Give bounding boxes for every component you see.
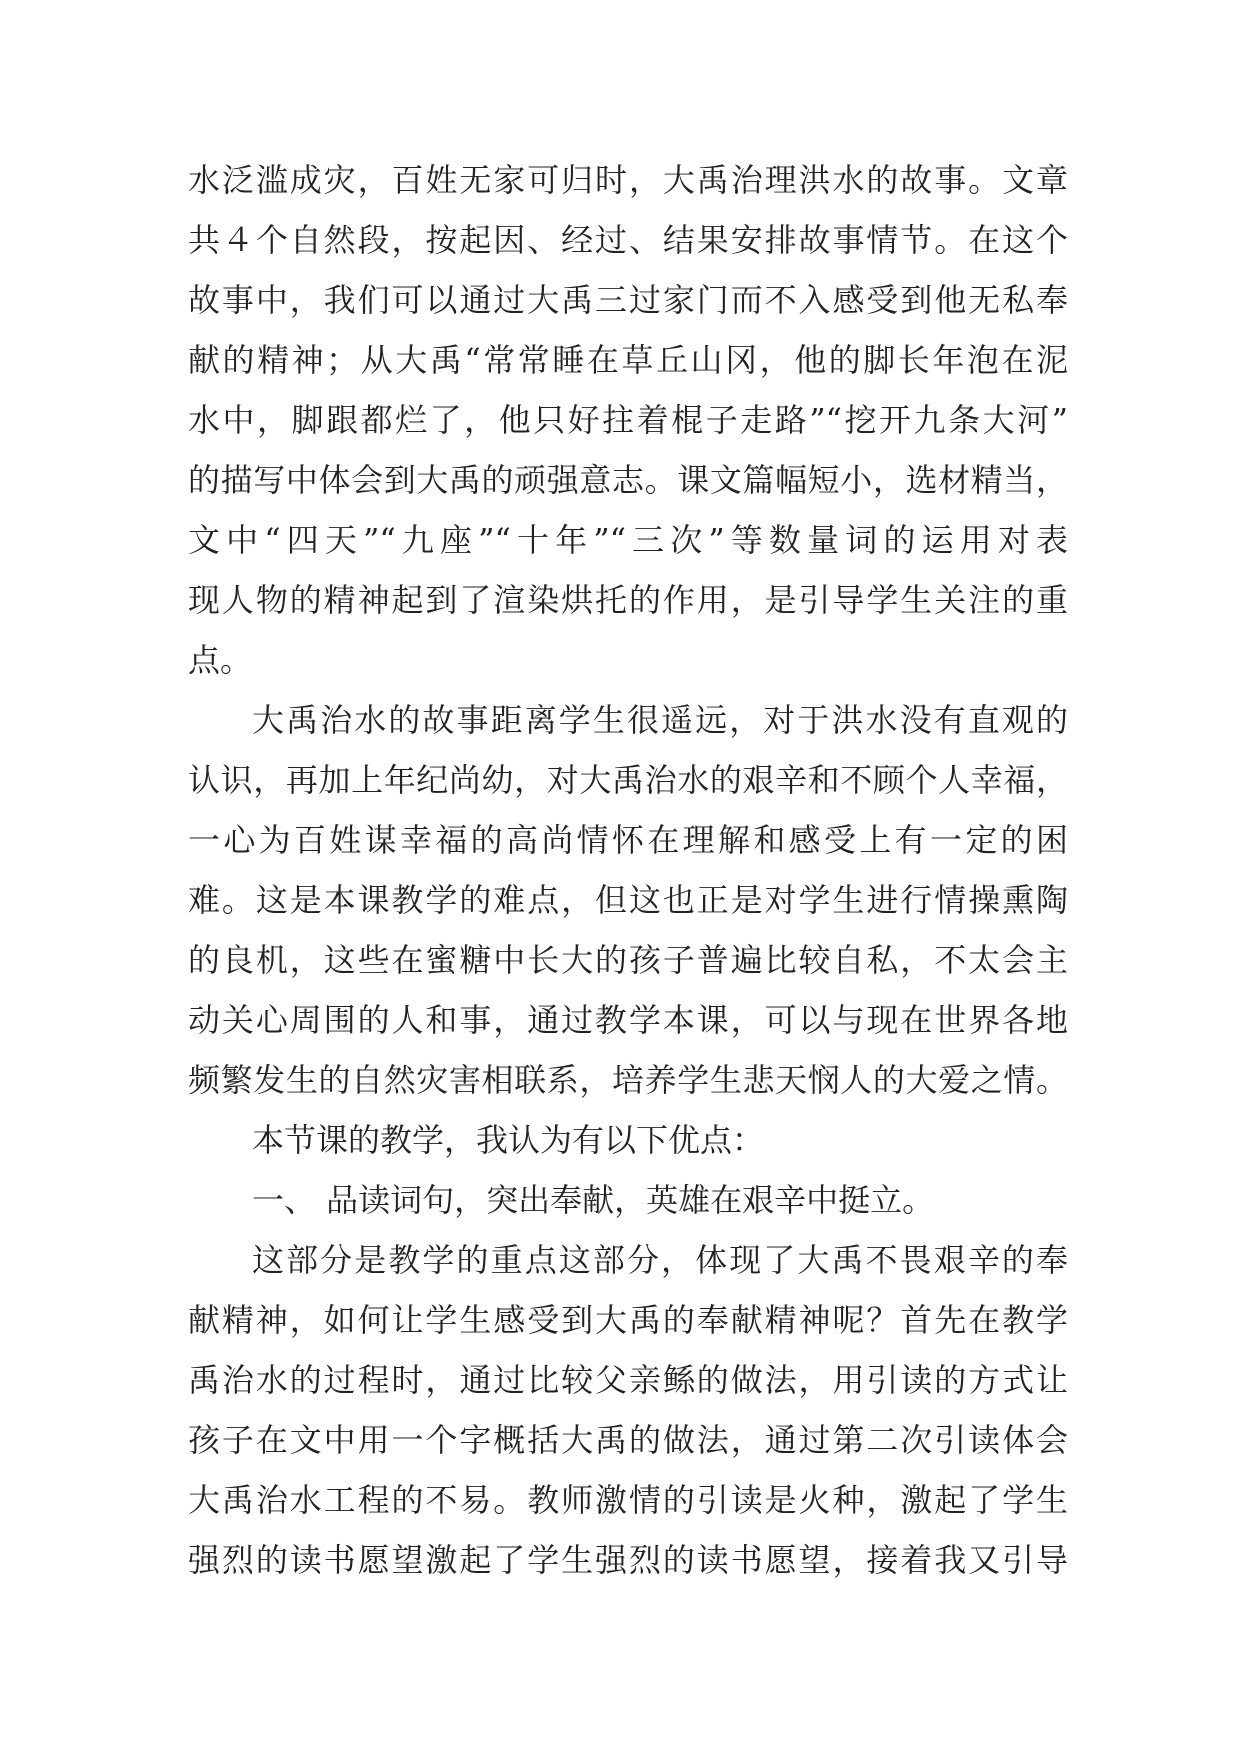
text-line: 动关心周围的人和事，通过教学本课，可以与现在世界各地 [188,1001,1068,1039]
text-line: 认识，再加上年纪尚幼，对大禹治水的艰辛和不顾个人幸福， [188,761,1068,799]
text-line: 水中，脚跟都烂了，他只好拄着棍子走路”“挖开九条大河” [188,401,1068,439]
text-line: 频繁发生的自然灾害相联系，培养学生悲天悯人的大爱之情。 [188,1061,1068,1099]
text-line: 这部分是教学的重点这部分，体现了大禹不畏艰辛的奉 [252,1241,1068,1279]
text-line: 孩子在文中用一个字概括大禹的做法，通过第二次引读体会 [188,1421,1068,1459]
text-line: 大禹治水工程的不易。教师激情的引读是火种，激起了学生 [188,1481,1068,1519]
text-line: 强烈的读书愿望激起了学生强烈的读书愿望，接着我又引导 [188,1541,1068,1579]
text-line: 水泛滥成灾，百姓无家可归时，大禹治理洪水的故事。文章 [188,161,1068,199]
text-line: 故事中，我们可以通过大禹三过家门而不入感受到他无私奉 [188,281,1068,319]
text-line: 的良机，这些在蜜糖中长大的孩子普遍比较自私，不太会主 [188,941,1068,979]
text-line: 大禹治水的故事距离学生很遥远，对于洪水没有直观的 [252,701,1068,739]
text-line: 共４个自然段，按起因、经过、结果安排故事情节。在这个 [188,221,1068,259]
text-line: 点。 [188,641,253,679]
text-line: 文中“四天”“九座”“十年”“三次”等数量词的运用对表 [188,521,1068,559]
text-line: 一心为百姓谋幸福的高尚情怀在理解和感受上有一定的困 [188,821,1068,859]
text-line: 本节课的教学，我认为有以下优点： [252,1121,765,1159]
text-line: 的描写中体会到大禹的顽强意志。课文篇幅短小，选材精当， [188,461,1068,499]
text-line: 献精神，如何让学生感受到大禹的奉献精神呢？首先在教学 [188,1301,1068,1339]
body-text [188,150,1068,1590]
text-line: 难。这是本课教学的难点，但这也正是对学生进行情操熏陶 [188,881,1068,919]
text-line: 禹治水的过程时，通过比较父亲鲧的做法，用引读的方式让 [188,1361,1068,1399]
text-line: 现人物的精神起到了渲染烘托的作用，是引导学生关注的重 [188,581,1068,619]
text-line: 献的精神；从大禹“常常睡在草丘山冈，他的脚长年泡在泥 [188,341,1068,379]
section-heading: 一、 品读词句，突出奉献，英雄在艰辛中挺立。 [252,1181,935,1219]
